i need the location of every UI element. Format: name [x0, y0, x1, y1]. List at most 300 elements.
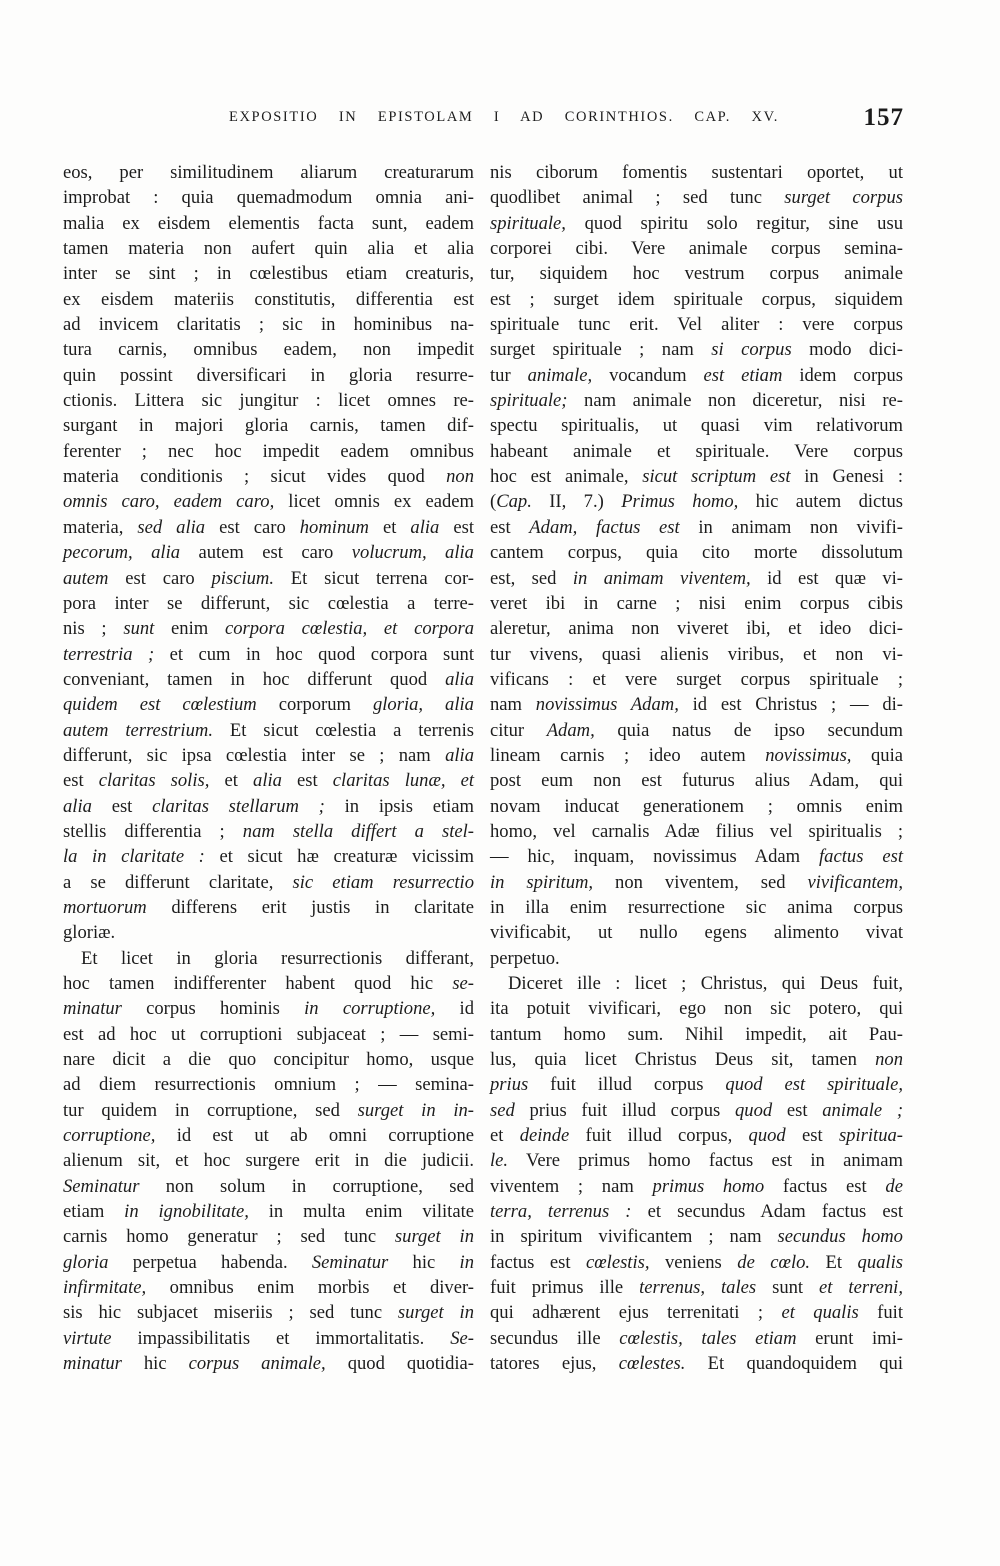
text-run: post eum non est futurus alius Adam, qui — [490, 770, 903, 792]
text-run: eos, per similitudinem aliarum creaturarum — [63, 162, 474, 183]
italic-text-run: terra, terrenus : — [490, 1201, 632, 1223]
italic-text-run: sunt — [123, 618, 155, 640]
text-run: quia — [851, 744, 903, 766]
text-line — [490, 718, 903, 743]
text-run: idem corpus — [782, 364, 904, 386]
text-run: prius fuit illud corpus — [514, 1099, 735, 1121]
text-run: gloriæ. — [63, 922, 116, 944]
text-run: citur — [490, 719, 547, 741]
text-run: fuit primus ille — [490, 1277, 640, 1299]
italic-text-run: alia — [445, 668, 474, 690]
left-column — [63, 160, 474, 1377]
text-run: lus, quia licet Christus Deus sit, tamen — [490, 1049, 876, 1071]
text-line — [490, 1098, 903, 1123]
text-line — [63, 1072, 474, 1097]
text-line — [490, 185, 903, 210]
text-run: fuit illud corpus — [528, 1074, 726, 1096]
italic-text-run: non — [875, 1049, 903, 1071]
text-run: conveniant, tamen in hoc differunt quod — [63, 668, 446, 690]
text-run: quod spiritu solo regitur, sine usu — [565, 212, 903, 234]
text-line — [490, 236, 903, 261]
text-run: Et licet in gloria resurrectionis differant, — [81, 947, 474, 969]
text-line — [63, 261, 474, 286]
italic-text-run: Cap. — [496, 491, 532, 513]
text-run: omnibus enim morbis et diver- — [146, 1277, 474, 1299]
italic-text-run: minatur — [63, 1353, 122, 1375]
text-run: est, sed — [490, 567, 573, 589]
text-run: quod quotidia- — [325, 1353, 474, 1375]
text-run: etiam — [63, 1201, 125, 1223]
text-run: improbat : quia quemadmodum omnia ani- — [63, 187, 474, 209]
text-run: enim — [154, 618, 225, 640]
text-line — [490, 1199, 903, 1224]
italic-text-run: et qualis — [781, 1302, 859, 1324]
italic-text-run: piscium. — [211, 567, 274, 589]
italic-text-run: surget corpus — [784, 187, 903, 209]
text-run: vivificabit, ut nullo egens alimento vivat — [490, 922, 903, 944]
text-line — [490, 743, 903, 768]
text-run: quia natus de ipso secundum — [594, 719, 903, 741]
text-run: spectu spiritualis, ut quasi vim relativorum — [490, 415, 903, 437]
text-run: est — [281, 770, 333, 792]
text-line — [490, 1351, 903, 1376]
text-run: est caro — [108, 567, 212, 589]
italic-text-run: in — [459, 1251, 475, 1273]
italic-text-run: Se- — [450, 1327, 474, 1349]
text-line — [63, 515, 474, 540]
text-line — [63, 413, 474, 438]
text-run: tur, siquidem hoc vestrum corpus animale — [490, 263, 903, 285]
italic-text-run: quod est spirituale, — [725, 1074, 903, 1096]
text-line — [490, 540, 903, 565]
text-line — [490, 211, 903, 236]
text-run: et sicut hæ creaturæ vicissim — [204, 846, 475, 868]
text-line — [63, 185, 474, 210]
text-run: tur vivens, quasi alienis viribus, et non vi- — [490, 643, 903, 665]
text-run: differunt, sic ipsa cœlestia inter se ; nam — [63, 744, 446, 766]
text-run: differens erit justis in claritate — [146, 896, 474, 918]
text-line — [63, 1275, 474, 1300]
text-run: est — [785, 1125, 839, 1147]
text-line — [63, 616, 474, 641]
text-run: nam — [490, 694, 536, 716]
text-run: tantum homo sum. Nihil impedit, ait Pau- — [490, 1023, 903, 1045]
italic-text-run: alia — [63, 795, 92, 817]
text-line — [63, 1351, 474, 1376]
italic-text-run: primus homo — [652, 1175, 765, 1197]
italic-text-run: surget in — [397, 1302, 475, 1324]
text-line — [63, 768, 474, 793]
text-run: aleretur, anima non viveret ibi, et ideo dici- — [490, 618, 903, 640]
text-line — [490, 388, 903, 413]
text-run: hic — [388, 1251, 460, 1273]
italic-text-run: factus est — [819, 846, 903, 868]
italic-text-run: claritas solis, — [98, 770, 210, 792]
italic-text-run: cœlestes. — [618, 1353, 686, 1375]
italic-text-run: corpora cœlestia, et corpora — [224, 618, 474, 640]
text-line — [490, 870, 903, 895]
text-run: ctionis. Littera sic jungitur : licet omnes re- — [63, 390, 474, 412]
italic-text-run: nam stella differt a stel- — [242, 820, 474, 842]
text-line — [490, 971, 903, 996]
text-run: perpetuo. — [490, 947, 560, 969]
italic-text-run: claritas lunæ, et — [332, 770, 475, 792]
text-run: tura carnis, omnibus eadem, non impedit — [63, 339, 474, 361]
text-line — [63, 1098, 474, 1123]
text-run: nis ; — [63, 618, 124, 640]
text-line — [490, 1072, 903, 1097]
text-run: est — [439, 516, 474, 538]
italic-text-run: autem terrestrium. — [63, 719, 213, 741]
text-line — [490, 1250, 903, 1275]
text-line — [490, 591, 903, 616]
text-run: hoc est animale, — [490, 466, 643, 488]
text-run: autem est caro — [180, 542, 352, 564]
italic-text-run: se- — [452, 973, 474, 994]
text-line — [63, 1022, 474, 1047]
text-line — [63, 895, 474, 920]
italic-text-run: pecorum, alia — [63, 542, 181, 564]
text-line — [63, 236, 474, 261]
italic-text-run: in corruptione, — [304, 998, 436, 1020]
italic-text-run: quidem est cœlestium — [63, 694, 257, 716]
text-line — [490, 312, 903, 337]
text-line — [63, 946, 474, 971]
italic-text-run: surget in in- — [357, 1099, 474, 1121]
italic-text-run: cœlestis, — [586, 1251, 650, 1273]
italic-text-run: in ignobilitate, — [124, 1201, 249, 1223]
italic-text-run: animale ; — [822, 1099, 904, 1121]
text-run: perpetua habenda. — [108, 1251, 312, 1273]
text-run: in illa enim resurrectione sic anima corpus — [490, 896, 903, 918]
text-line — [63, 160, 474, 185]
text-line — [490, 489, 903, 514]
text-run: nis ciborum fomentis sustentari oportet, ut — [490, 162, 903, 183]
text-run: carnis homo generatur ; sed tunc — [63, 1226, 395, 1248]
text-line — [63, 1047, 474, 1072]
text-run: surgant in majori gloria carnis, tamen dif- — [63, 415, 474, 437]
text-run: Diceret ille : licet ; Christus, qui Deus fuit, — [508, 973, 903, 994]
text-line — [63, 971, 474, 996]
text-line — [490, 566, 903, 591]
text-line — [63, 1174, 474, 1199]
text-run: est — [490, 516, 530, 538]
italic-text-run: Seminatur — [311, 1251, 389, 1273]
text-run: est — [63, 770, 99, 792]
text-line — [490, 363, 903, 388]
text-run: Et sicut terrena cor- — [274, 567, 474, 589]
italic-text-run: virtute — [63, 1327, 112, 1349]
text-line — [63, 870, 474, 895]
right-column — [490, 160, 903, 1377]
text-run: a se differunt claritate, — [63, 871, 293, 893]
text-run: inter se sint ; in cœlestibus etiam creaturis, — [63, 263, 474, 285]
text-line — [63, 464, 474, 489]
italic-text-run: gloria, alia — [372, 694, 474, 716]
italic-text-run: gloria — [63, 1251, 109, 1273]
text-run: stellis differentia ; — [63, 820, 243, 842]
text-line — [63, 794, 474, 819]
italic-text-run: novissimus Adam, — [535, 694, 679, 716]
italic-text-run: Adam, factus est — [529, 516, 680, 538]
italic-text-run: quod — [734, 1099, 773, 1121]
text-run: homo, vel carnalis Adæ filius vel spiritualis ; — [490, 820, 903, 842]
italic-text-run: terrestria ; — [63, 643, 155, 665]
italic-text-run: surget in — [394, 1226, 474, 1248]
italic-text-run: corpus animale, — [188, 1353, 326, 1375]
italic-text-run: est etiam — [703, 364, 783, 386]
italic-text-run: alia — [253, 770, 282, 792]
text-run: est ad hoc ut corruptioni subjaceat ; — semi- — [63, 1023, 474, 1045]
italic-text-run: volucrum, alia — [351, 542, 474, 564]
text-run: licet omnis ex eadem — [274, 491, 474, 513]
text-line — [490, 337, 903, 362]
text-line — [63, 287, 474, 312]
text-run: quin possint diversificari in gloria resurre- — [63, 364, 474, 386]
text-run: vificans : et vere surget corpus spirituale ; — [490, 668, 903, 690]
italic-text-run: terrenus, tales — [639, 1277, 757, 1299]
italic-text-run: mortuorum — [63, 896, 147, 918]
text-run: sis hic subjacet miseriis ; sed tunc — [63, 1302, 398, 1324]
text-run: spirituale tunc erit. Vel aliter : vere corpus — [490, 314, 903, 336]
text-run: est caro — [205, 516, 300, 538]
text-run: tur — [490, 364, 528, 386]
text-line — [490, 515, 903, 540]
text-line — [490, 1300, 903, 1325]
italic-text-run: sed alia — [137, 516, 206, 538]
text-run: et — [209, 770, 254, 792]
text-run: non solum in corruptione, sed — [139, 1175, 474, 1197]
italic-text-run: Primus homo, — [621, 491, 739, 513]
text-run: corporei cibi. Vere animale corpus semina- — [490, 238, 903, 260]
text-line — [63, 1148, 474, 1173]
text-run: in animam non vivifi- — [679, 516, 903, 538]
running-title: EXPOSITIO IN EPISTOLAM I AD CORINTHIOS. CAP. XV. — [229, 109, 779, 125]
text-run: ex eisdem materiis constitutis, differentia est — [63, 288, 474, 310]
text-line — [490, 160, 903, 185]
text-run: id est ut ab omni corruptione — [155, 1125, 474, 1147]
text-run: surget spirituale ; nam — [490, 339, 712, 361]
italic-text-run: prius — [490, 1074, 529, 1096]
text-line — [490, 464, 903, 489]
text-line — [63, 439, 474, 464]
text-line — [490, 794, 903, 819]
text-line — [490, 895, 903, 920]
text-line — [63, 388, 474, 413]
text-line — [63, 312, 474, 337]
text-run: in multa enim vilitate — [248, 1201, 474, 1223]
italic-text-run: minatur — [63, 998, 122, 1020]
text-run: viventem ; nam — [490, 1175, 653, 1197]
text-run: malia ex eisdem elementis facta sunt, eadem — [63, 212, 474, 234]
text-line — [63, 363, 474, 388]
text-run: in ipsis etiam — [324, 795, 474, 817]
page-number: 157 — [863, 104, 904, 131]
text-line — [63, 819, 474, 844]
italic-text-run: hominum — [299, 516, 369, 538]
italic-text-run: alia — [445, 744, 474, 766]
text-line — [63, 743, 474, 768]
text-run: in Genesi : — [790, 466, 903, 488]
text-line — [63, 642, 474, 667]
italic-text-run: in spiritum, — [490, 871, 594, 893]
text-run: materia, — [63, 516, 138, 538]
text-line — [63, 1300, 474, 1325]
italic-text-run: de — [885, 1175, 903, 1197]
text-run: ita potuit vivificari, ego non sic potero, qui — [490, 998, 903, 1020]
text-run: ( — [490, 491, 497, 513]
text-line — [63, 540, 474, 565]
italic-text-run: infirmitate, — [63, 1277, 147, 1299]
italic-text-run: et terreni, — [819, 1277, 903, 1299]
text-line — [490, 1047, 903, 1072]
text-line — [63, 489, 474, 514]
text-run: factus est — [490, 1251, 586, 1273]
text-line — [490, 819, 903, 844]
text-run: et — [368, 516, 411, 538]
text-run: cantem corpus, quia cito morte dissolutum — [490, 542, 903, 564]
text-run: Vere primus homo factus est in animam — [508, 1150, 903, 1172]
text-run: — hic, inquam, novissimus Adam — [490, 846, 820, 868]
text-line — [490, 261, 903, 286]
text-run: est ; surget idem spirituale corpus, siquidem — [490, 288, 903, 310]
italic-text-run: spiritua- — [838, 1125, 903, 1147]
italic-text-run: de cœlo. — [737, 1251, 811, 1273]
italic-text-run: alia — [410, 516, 440, 538]
text-line — [490, 413, 903, 438]
text-run: Et sicut cœlestia a terrenis — [212, 719, 474, 741]
italic-text-run: secundus homo — [777, 1226, 903, 1248]
text-line — [490, 844, 903, 869]
text-run: II, 7.) — [531, 491, 622, 513]
text-line — [490, 439, 903, 464]
text-line — [490, 692, 903, 717]
text-line — [63, 591, 474, 616]
italic-text-run: cœlestis, tales etiam — [619, 1327, 797, 1349]
text-line — [490, 996, 903, 1021]
text-run: non viventem, sed — [593, 871, 808, 893]
text-line — [63, 1224, 474, 1249]
text-line — [63, 1123, 474, 1148]
text-line — [490, 642, 903, 667]
text-line — [63, 996, 474, 1021]
text-run: factus est — [764, 1175, 886, 1197]
text-run: vocandum — [592, 364, 704, 386]
text-run: Et quandoquidem qui — [685, 1353, 903, 1375]
text-run: in spiritum vivificantem ; nam — [490, 1226, 778, 1248]
text-run: et cum in hoc quod corpora sunt — [154, 643, 474, 665]
text-run: id — [435, 998, 474, 1020]
text-line — [63, 920, 474, 945]
text-run: corpus hominis — [121, 998, 305, 1020]
italic-text-run: Adam, — [546, 719, 595, 741]
italic-text-run: autem — [63, 567, 109, 589]
text-run: fuit illud corpus, — [569, 1125, 749, 1147]
text-line — [490, 1148, 903, 1173]
text-run: hic autem dictus — [738, 491, 903, 513]
text-run: tur quidem in corruptione, sed — [63, 1099, 358, 1121]
text-line — [63, 1326, 474, 1351]
text-run: veniens — [649, 1251, 738, 1273]
text-line — [490, 768, 903, 793]
text-line — [63, 718, 474, 743]
text-line — [490, 667, 903, 692]
italic-text-run: novissimus, — [765, 744, 852, 766]
text-run: impassibilitatis et immortalitatis. — [111, 1327, 451, 1349]
text-line — [490, 920, 903, 945]
text-line — [63, 1250, 474, 1275]
italic-text-run: quod — [748, 1125, 786, 1147]
italic-text-run: sicut scriptum est — [642, 466, 791, 488]
text-line — [490, 1022, 903, 1047]
text-run: secundus ille — [490, 1327, 620, 1349]
text-run: hoc tamen indifferenter habent quod hic — [63, 973, 453, 994]
text-run: qui adhærent ejus terrenitati ; — [490, 1302, 782, 1324]
text-run: modo dici- — [791, 339, 904, 361]
text-line — [63, 667, 474, 692]
italic-text-run: claritas stellarum ; — [152, 795, 325, 817]
italic-text-run: la in claritate : — [63, 846, 205, 868]
text-line — [63, 211, 474, 236]
text-line — [490, 1123, 903, 1148]
text-run: alienum sit, et hoc surgere erit in die judicii. — [63, 1150, 474, 1172]
text-run: et secundus Adam factus est — [631, 1201, 904, 1223]
italic-text-run: animale, — [527, 364, 593, 386]
italic-text-run: corruptione, — [63, 1125, 156, 1147]
text-line — [63, 844, 474, 869]
italic-text-run: omnis caro, eadem caro, — [63, 491, 275, 513]
text-line — [490, 287, 903, 312]
text-run: nare dicit a die quo concipitur homo, usque — [63, 1049, 474, 1071]
text-run: pora inter se differunt, sic cœlestia a terre- — [63, 592, 474, 614]
text-line — [63, 692, 474, 717]
text-run: nam animale non diceretur, nisi re- — [567, 390, 903, 412]
text-run: materia conditionis ; sicut vides quod — [63, 466, 447, 488]
text-run: Et — [810, 1251, 858, 1273]
italic-text-run: si corpus — [711, 339, 792, 361]
text-run: sunt — [756, 1277, 820, 1299]
text-run: lineam carnis ; ideo autem — [490, 744, 766, 766]
text-run: tatores ejus, — [490, 1353, 619, 1375]
italic-text-run: in animam viventem, — [572, 567, 751, 589]
text-line — [490, 1174, 903, 1199]
text-run: veret ibi in carne ; nisi enim corpus cibis — [490, 592, 903, 614]
text-run: corporum — [256, 694, 373, 716]
text-run: est — [772, 1099, 823, 1121]
text-run: habeant animale et spirituale. Vere corpus — [490, 440, 903, 462]
italic-text-run: sic etiam resurrectio — [292, 871, 474, 893]
italic-text-run: qualis — [857, 1251, 903, 1273]
italic-text-run: spirituale, — [490, 212, 566, 234]
text-line — [490, 616, 903, 641]
text-line — [63, 1199, 474, 1224]
text-line — [490, 1326, 903, 1351]
italic-text-run: Seminatur — [63, 1175, 140, 1197]
text-run: fuit — [858, 1302, 903, 1324]
text-run: ad diem resurrectionis omnium ; — semina- — [63, 1074, 474, 1096]
text-line — [490, 1275, 903, 1300]
text-run: quodlibet animal ; sed tunc — [490, 187, 785, 209]
text-run: novam inducat generationem ; omnis enim — [490, 795, 903, 817]
text-line — [490, 946, 903, 971]
text-run: id est Christus ; — di- — [678, 694, 903, 716]
text-run: ad invicem claritatis ; sic in hominibus na- — [63, 314, 474, 336]
text-run: ferenter ; nec hoc impedit eadem omnibus — [63, 440, 474, 462]
text-run: hic — [121, 1353, 189, 1375]
italic-text-run: le. — [490, 1150, 509, 1172]
text-line — [63, 566, 474, 591]
italic-text-run: deinde — [519, 1125, 570, 1147]
